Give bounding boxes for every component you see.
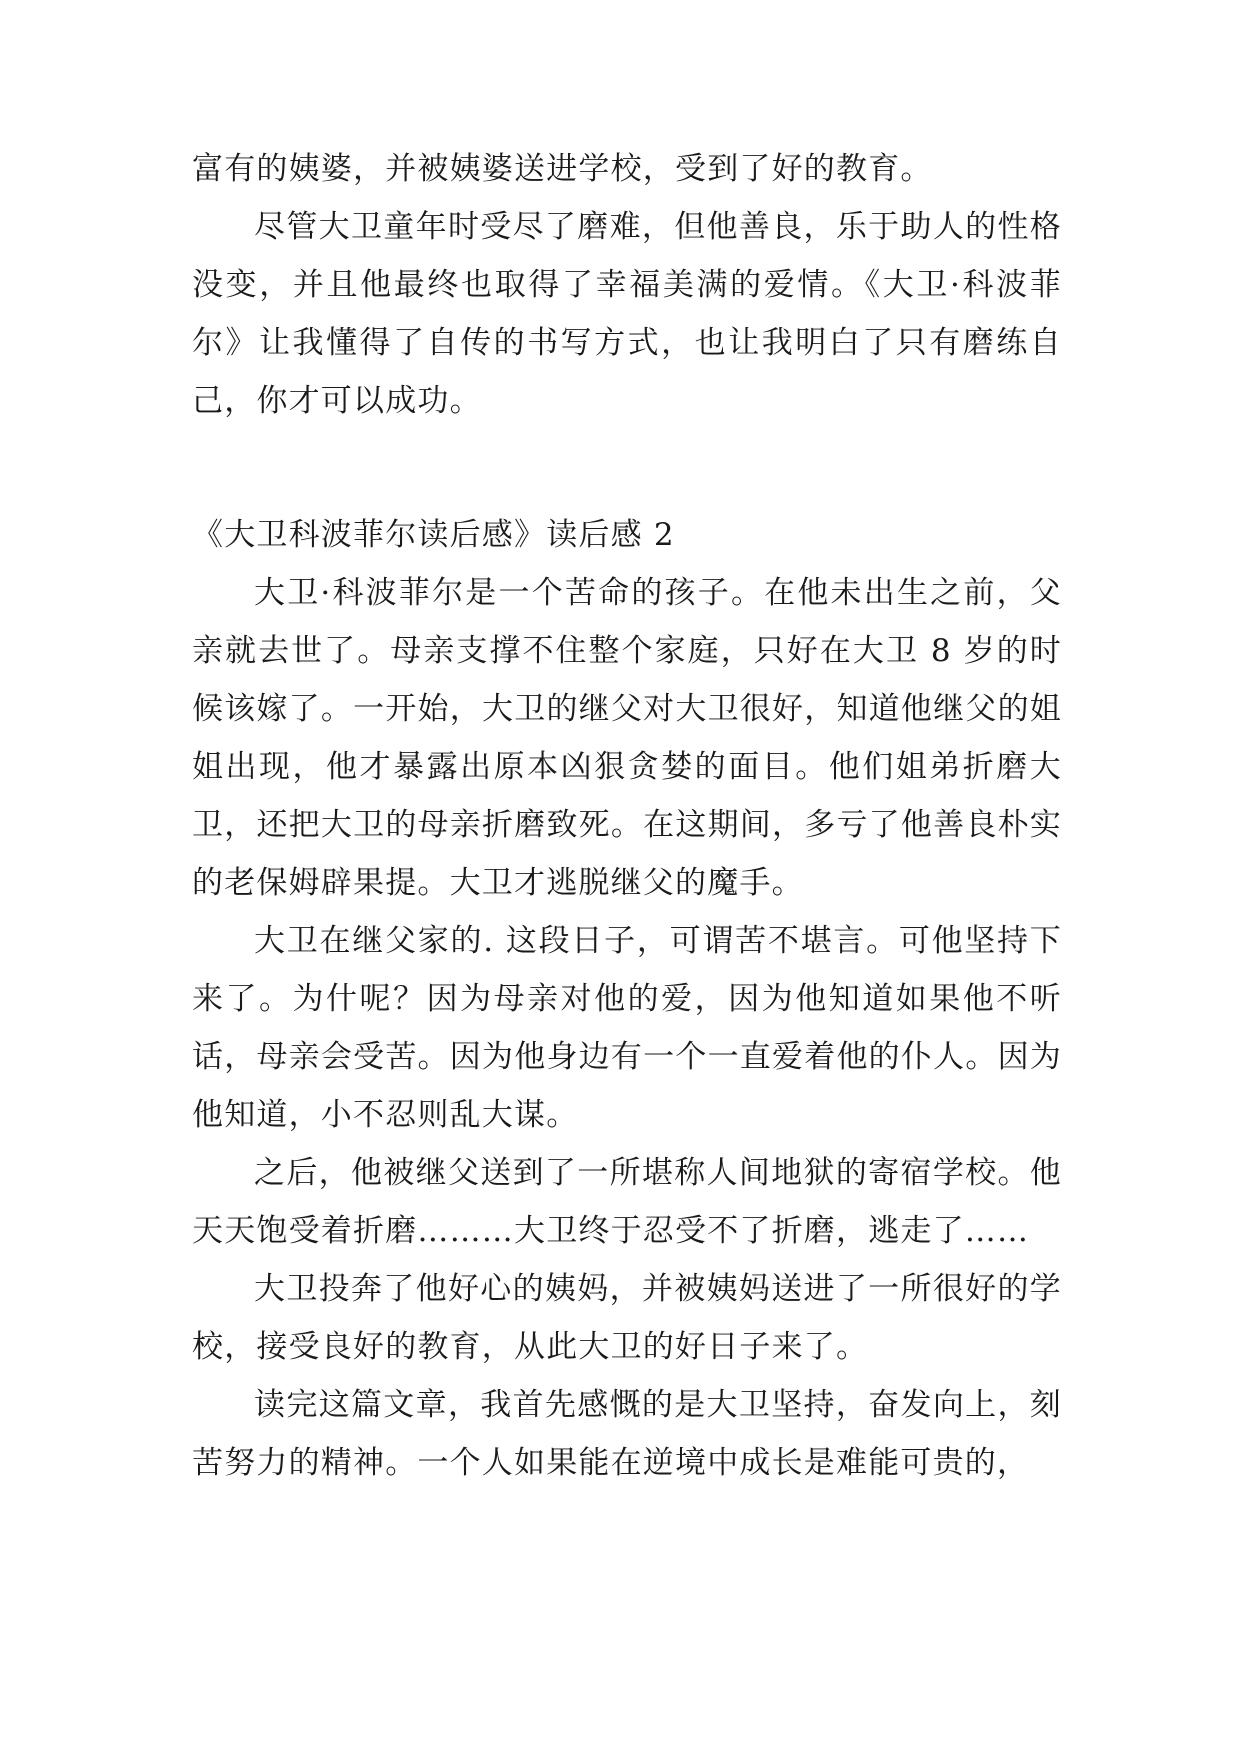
text-block-intro — [192, 140, 1062, 430]
text-block-essay-2 — [192, 506, 1062, 1492]
paragraph: 大卫·科波菲尔是一个苦命的孩子。在他未出生之前，父亲就去世了。母亲支撑不住整个家庭，只好在大卫 8 岁的时候该嫁了。一开始，大卫的继父对大卫很好，知道他继父的姐姐出现，他才暴露出原本凶狠贪婪的面目。他们姐弟折磨大卫，还把大卫的母亲折磨致死。在这期间，多亏了他善良朴实的老保姆辟果提。大卫才逃脱继父的魔手。 — [192, 575, 1062, 901]
section-title: 《大卫科波菲尔读后感》读后感 2 — [192, 517, 675, 553]
paragraph: 尽管大卫童年时受尽了磨难，但他善良，乐于助人的性格没变，并且他最终也取得了幸福美满的爱情。《大卫·科波菲尔》让我懂得了自传的书写方式，也让我明白了只有磨练自己，你才可以成功。 — [192, 209, 1062, 419]
paragraph: 富有的姨婆，并被姨婆送进学校，受到了好的教育。 — [192, 151, 933, 187]
paragraph: 读完这篇文章，我首先感慨的是大卫坚持，奋发向上，刻苦努力的精神。一个人如果能在逆境中成长是难能可贵的， — [192, 1387, 1062, 1481]
paragraph: 大卫投奔了他好心的姨妈，并被姨妈送进了一所很好的学校，接受良好的教育，从此大卫的好日子来了。 — [192, 1271, 1062, 1365]
paragraph: 大卫在继父家的. 这段日子，可谓苦不堪言。可他坚持下来了。为什呢？因为母亲对他的爱，因为他知道如果他不听话，母亲会受苦。因为他身边有一个一直爱着他的仆人。因为他知道，小不忍则乱大谋。 — [192, 923, 1062, 1133]
paragraph: 之后，他被继父送到了一所堪称人间地狱的寄宿学校。他天天饱受着折磨………大卫终于忍受不了折磨，逃走了…… — [192, 1155, 1062, 1249]
